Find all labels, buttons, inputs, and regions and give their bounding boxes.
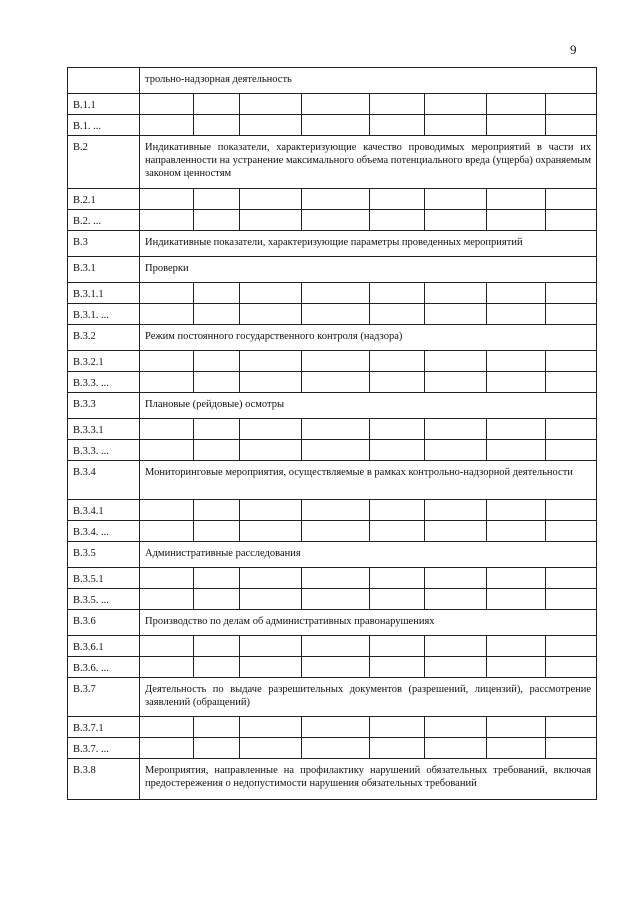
row-code: В.3.5.1: [68, 568, 140, 589]
empty-cell: [140, 210, 194, 231]
empty-cell: [140, 500, 194, 521]
row-code: В.3.4.1: [68, 500, 140, 521]
table-row: [68, 304, 597, 325]
row-code: В.1.1: [68, 94, 140, 115]
empty-cell: [240, 589, 302, 610]
empty-cell: [140, 738, 194, 759]
empty-cell: [302, 440, 370, 461]
table-row: [68, 568, 597, 589]
empty-cell: [240, 283, 302, 304]
row-code: В.3.1.1: [68, 283, 140, 304]
empty-cell: [487, 657, 546, 678]
empty-cell: [425, 115, 487, 136]
empty-cell: [140, 521, 194, 542]
table-row: [68, 440, 597, 461]
empty-cell: [194, 738, 240, 759]
empty-cell: [302, 738, 370, 759]
empty-cell: [140, 589, 194, 610]
empty-cell: [302, 94, 370, 115]
row-code: В.3.6. ...: [68, 657, 140, 678]
empty-cell: [302, 115, 370, 136]
empty-cell: [240, 304, 302, 325]
empty-cell: [194, 372, 240, 393]
empty-cell: [140, 189, 194, 210]
empty-cell: [425, 568, 487, 589]
table-row: [68, 136, 597, 189]
empty-cell: [370, 115, 425, 136]
empty-cell: [487, 94, 546, 115]
empty-cell: [302, 717, 370, 738]
empty-cell: [302, 419, 370, 440]
empty-cell: [194, 283, 240, 304]
empty-cell: [302, 304, 370, 325]
row-code: В.3.4: [68, 461, 140, 500]
row-description: Режим постоянного государственного контроля (надзора): [140, 325, 597, 351]
empty-cell: [240, 521, 302, 542]
empty-cell: [302, 521, 370, 542]
row-code: В.3.1: [68, 257, 140, 283]
empty-cell: [240, 419, 302, 440]
table-row: [68, 636, 597, 657]
table-row: [68, 393, 597, 419]
empty-cell: [302, 568, 370, 589]
empty-cell: [370, 440, 425, 461]
row-description: Проверки: [140, 257, 597, 283]
empty-cell: [487, 440, 546, 461]
row-code: В.3.4. ...: [68, 521, 140, 542]
empty-cell: [140, 372, 194, 393]
empty-cell: [370, 636, 425, 657]
empty-cell: [194, 351, 240, 372]
empty-cell: [425, 189, 487, 210]
table-row: [68, 717, 597, 738]
empty-cell: [546, 283, 597, 304]
empty-cell: [140, 419, 194, 440]
empty-cell: [302, 657, 370, 678]
empty-cell: [302, 589, 370, 610]
row-code: В.2: [68, 136, 140, 189]
table-row: [68, 94, 597, 115]
empty-cell: [140, 351, 194, 372]
empty-cell: [370, 304, 425, 325]
row-code: [68, 68, 140, 94]
empty-cell: [487, 589, 546, 610]
empty-cell: [487, 636, 546, 657]
empty-cell: [425, 521, 487, 542]
table-row: [68, 759, 597, 800]
table-row: [68, 589, 597, 610]
empty-cell: [240, 738, 302, 759]
empty-cell: [425, 419, 487, 440]
empty-cell: [546, 589, 597, 610]
empty-cell: [240, 189, 302, 210]
empty-cell: [140, 440, 194, 461]
row-code: В.3.6.1: [68, 636, 140, 657]
row-code: В.3.8: [68, 759, 140, 800]
empty-cell: [240, 568, 302, 589]
table-row: [68, 351, 597, 372]
row-code: В.3.7.1: [68, 717, 140, 738]
empty-cell: [425, 372, 487, 393]
empty-cell: [487, 738, 546, 759]
row-code: В.3.2: [68, 325, 140, 351]
table-row: [68, 372, 597, 393]
empty-cell: [370, 189, 425, 210]
empty-cell: [487, 568, 546, 589]
empty-cell: [302, 189, 370, 210]
table-row: [68, 500, 597, 521]
empty-cell: [240, 94, 302, 115]
empty-cell: [546, 521, 597, 542]
empty-cell: [370, 210, 425, 231]
table-row: [68, 461, 597, 500]
empty-cell: [546, 210, 597, 231]
empty-cell: [194, 568, 240, 589]
row-description: Плановые (рейдовые) осмотры: [140, 393, 597, 419]
empty-cell: [194, 636, 240, 657]
table-row: [68, 738, 597, 759]
row-code: В.3.3: [68, 393, 140, 419]
empty-cell: [546, 568, 597, 589]
empty-cell: [140, 115, 194, 136]
row-description: Мониторинговые мероприятия, осуществляемые в рамках контрольно-надзорной деятельности: [140, 461, 597, 500]
empty-cell: [194, 210, 240, 231]
empty-cell: [240, 717, 302, 738]
empty-cell: [194, 115, 240, 136]
empty-cell: [487, 210, 546, 231]
empty-cell: [487, 500, 546, 521]
table-row: [68, 542, 597, 568]
empty-cell: [487, 351, 546, 372]
empty-cell: [487, 115, 546, 136]
table-row: [68, 678, 597, 717]
table-row: [68, 115, 597, 136]
empty-cell: [370, 372, 425, 393]
empty-cell: [546, 351, 597, 372]
empty-cell: [240, 351, 302, 372]
empty-cell: [425, 657, 487, 678]
empty-cell: [546, 738, 597, 759]
empty-cell: [302, 500, 370, 521]
empty-cell: [425, 351, 487, 372]
empty-cell: [370, 568, 425, 589]
empty-cell: [302, 283, 370, 304]
table-row: [68, 231, 597, 257]
row-code: В.3.7: [68, 678, 140, 717]
row-description: Индикативные показатели, характеризующие качество проводимых мероприятий в части их направленности на устранение максимального объема потенциального вреда (ущерба) охраняемым законом ценностям: [140, 136, 597, 189]
row-description: Производство по делам об административных правонарушениях: [140, 610, 597, 636]
empty-cell: [546, 304, 597, 325]
empty-cell: [194, 657, 240, 678]
row-code: В.3.6: [68, 610, 140, 636]
empty-cell: [487, 283, 546, 304]
empty-cell: [194, 589, 240, 610]
empty-cell: [546, 419, 597, 440]
empty-cell: [240, 636, 302, 657]
table-row: [68, 521, 597, 542]
row-code: В.3.3. ...: [68, 440, 140, 461]
empty-cell: [425, 440, 487, 461]
empty-cell: [425, 738, 487, 759]
empty-cell: [302, 636, 370, 657]
row-code: В.3: [68, 231, 140, 257]
empty-cell: [140, 568, 194, 589]
empty-cell: [487, 419, 546, 440]
table-row: [68, 210, 597, 231]
empty-cell: [425, 94, 487, 115]
empty-cell: [370, 738, 425, 759]
row-code: В.3.1. ...: [68, 304, 140, 325]
empty-cell: [546, 94, 597, 115]
empty-cell: [546, 500, 597, 521]
empty-cell: [546, 657, 597, 678]
empty-cell: [425, 304, 487, 325]
empty-cell: [546, 189, 597, 210]
row-code: В.3.5. ...: [68, 589, 140, 610]
empty-cell: [302, 210, 370, 231]
empty-cell: [140, 94, 194, 115]
empty-cell: [370, 351, 425, 372]
row-description: Индикативные показатели, характеризующие параметры проведенных мероприятий: [140, 231, 597, 257]
empty-cell: [140, 304, 194, 325]
empty-cell: [487, 372, 546, 393]
empty-cell: [240, 372, 302, 393]
empty-cell: [194, 419, 240, 440]
empty-cell: [302, 372, 370, 393]
row-code: В.3.3.1: [68, 419, 140, 440]
empty-cell: [546, 440, 597, 461]
empty-cell: [546, 115, 597, 136]
table-row: [68, 68, 597, 94]
empty-cell: [487, 717, 546, 738]
empty-cell: [425, 210, 487, 231]
empty-cell: [194, 521, 240, 542]
table-row: [68, 657, 597, 678]
page-number: 9: [570, 42, 577, 57]
table-row: [68, 419, 597, 440]
empty-cell: [425, 589, 487, 610]
empty-cell: [194, 304, 240, 325]
row-description: Деятельность по выдаче разрешительных документов (разрешений, лицензий), рассмотрение заявлений (обращений): [140, 678, 597, 717]
empty-cell: [194, 189, 240, 210]
empty-cell: [425, 717, 487, 738]
empty-cell: [240, 440, 302, 461]
indicators-table: [67, 67, 597, 800]
empty-cell: [194, 440, 240, 461]
row-code: В.1. ...: [68, 115, 140, 136]
empty-cell: [425, 283, 487, 304]
empty-cell: [194, 500, 240, 521]
empty-cell: [302, 351, 370, 372]
empty-cell: [140, 283, 194, 304]
row-code: В.3.2.1: [68, 351, 140, 372]
empty-cell: [140, 717, 194, 738]
row-code: В.2.1: [68, 189, 140, 210]
empty-cell: [240, 657, 302, 678]
empty-cell: [487, 521, 546, 542]
empty-cell: [370, 521, 425, 542]
empty-cell: [487, 304, 546, 325]
empty-cell: [240, 115, 302, 136]
empty-cell: [240, 210, 302, 231]
table-row: [68, 610, 597, 636]
row-code: В.3.3. ...: [68, 372, 140, 393]
empty-cell: [546, 636, 597, 657]
row-code: В.3.7. ...: [68, 738, 140, 759]
table-row: [68, 257, 597, 283]
table-row: [68, 283, 597, 304]
empty-cell: [370, 717, 425, 738]
empty-cell: [370, 657, 425, 678]
empty-cell: [370, 500, 425, 521]
empty-cell: [546, 717, 597, 738]
empty-cell: [370, 419, 425, 440]
empty-cell: [194, 717, 240, 738]
row-code: В.3.5: [68, 542, 140, 568]
empty-cell: [370, 589, 425, 610]
empty-cell: [425, 500, 487, 521]
row-description: Административные расследования: [140, 542, 597, 568]
empty-cell: [140, 636, 194, 657]
empty-cell: [546, 372, 597, 393]
table-row: [68, 325, 597, 351]
empty-cell: [370, 94, 425, 115]
empty-cell: [487, 189, 546, 210]
row-description: трольно-надзорная деятельность: [140, 68, 597, 94]
row-description: Мероприятия, направленные на профилактику нарушений обязательных требований, включая предостережения о недопустимости нарушения обязательных требований: [140, 759, 597, 800]
empty-cell: [194, 94, 240, 115]
empty-cell: [370, 283, 425, 304]
empty-cell: [140, 657, 194, 678]
row-code: В.2. ...: [68, 210, 140, 231]
empty-cell: [240, 500, 302, 521]
empty-cell: [425, 636, 487, 657]
table-row: [68, 189, 597, 210]
